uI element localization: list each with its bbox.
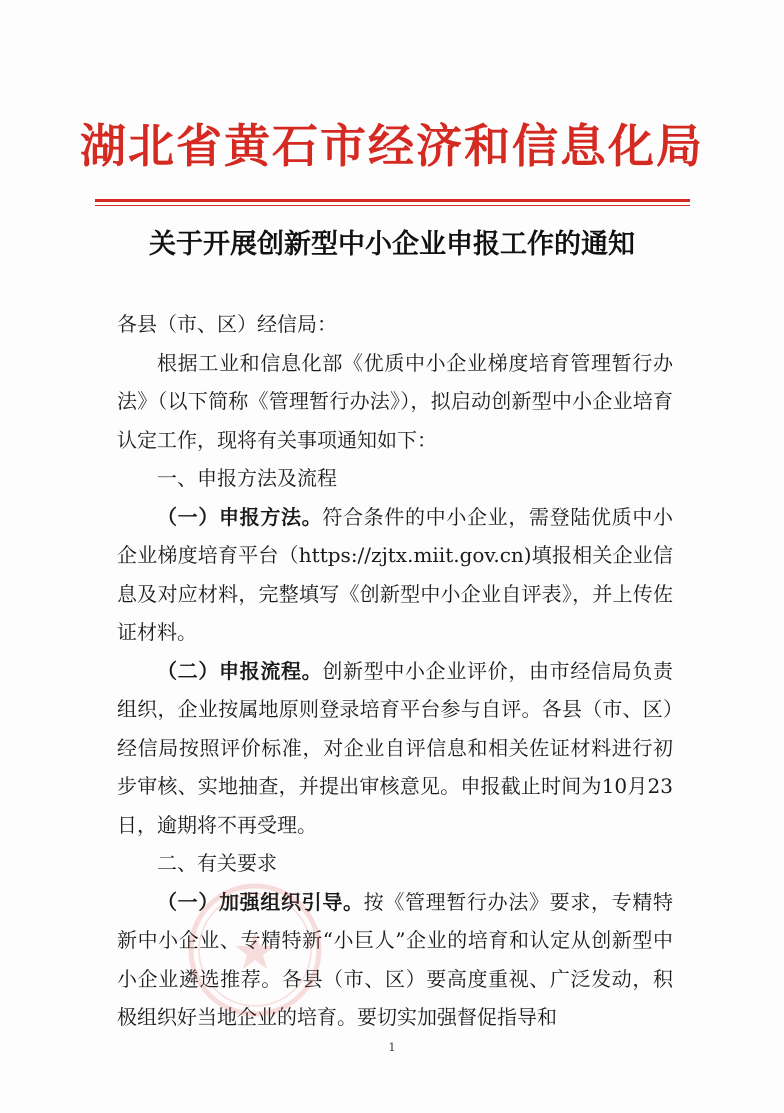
section-1-item-1 (117, 498, 673, 652)
section-1-heading: 一、申报方法及流程 (157, 466, 337, 490)
section-1-item-1-text: 符合条件的中小企业，需登陆优质中小企业梯度培育平台（https://zjtx.miit.gov.cn)填报相关企业信息及对应材料，完整填写《创新型中小企业自评表》，并上传佐证材料。 (117, 504, 674, 644)
section-1-item-2-label: （二）申报流程。 (157, 658, 323, 683)
document-body (117, 305, 673, 1037)
section-2-item-1 (117, 883, 673, 1037)
section-2-item-1-text: 按《管理暂行办法》要求，专精特新中小企业、专精特新“小巨人”企业的培育和认定从创新型中小企业遴选推荐。各县（市、区）要高度重视、广泛发动，积极组织好当地企业的培育。要切实加强督促指导和 (117, 889, 674, 1029)
section-1-item-2 (117, 652, 673, 845)
section-1-item-2-text: 创新型中小企业评价，由市经信局负责组织，企业按属地原则登录培育平台参与自评。各县（市、区）经信局按照评价标准，对企业自评信息和相关佐证材料进行初步审核、实地抽查，并提出审核意见。申报截止时间为10月23日，逾期将不再受理。 (117, 658, 674, 837)
intro-paragraph: 根据工业和信息化部《优质中小企业梯度培育管理暂行办法》（以下简称《管理暂行办法》），拟启动创新型中小企业培育认定工作，现将有关事项通知如下： (117, 350, 673, 452)
section-2-item-1-label: （一）加强组织引导。 (157, 889, 364, 914)
page-number: 1 (388, 1041, 396, 1054)
agency-header: 湖北省黄石市经济和信息化局 (80, 119, 704, 173)
section-1-item-1-label: （一）申报方法。 (157, 504, 323, 529)
header-rule-thick (95, 199, 690, 202)
salutation: 各县（市、区）经信局： (117, 312, 337, 336)
section-2-heading: 二、有关要求 (157, 851, 277, 875)
header-rule-thin (95, 205, 690, 206)
document-title: 关于开展创新型中小企业申报工作的通知 (149, 229, 635, 260)
